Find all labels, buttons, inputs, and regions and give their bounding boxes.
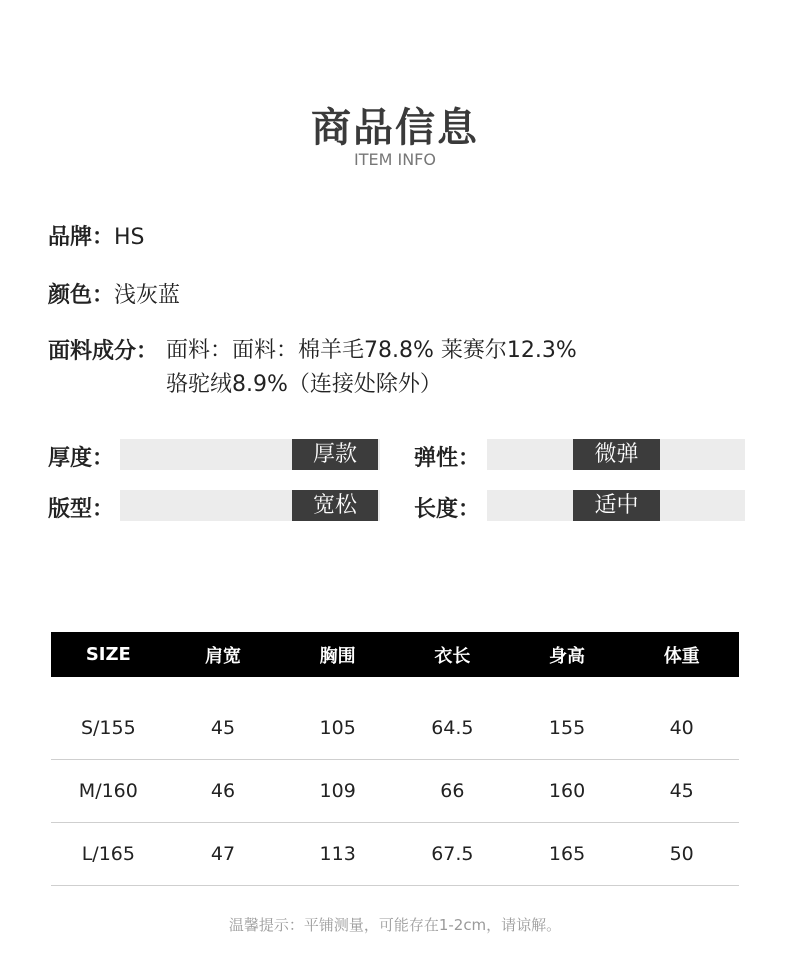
footnote: 温馨提示：平铺测量，可能存在1-2cm，请谅解。 — [228, 916, 562, 934]
table-cell: 67.5 — [431, 843, 474, 865]
header-cell: 衣长 — [434, 645, 471, 667]
table-cell: 64.5 — [431, 717, 474, 739]
composition-label: 面料成分： — [48, 339, 159, 364]
composition-line — [48, 334, 577, 402]
thickness-value: 厚款 — [292, 439, 378, 470]
color-line — [48, 278, 180, 309]
table-row — [51, 760, 739, 823]
table-cell: 113 — [319, 843, 356, 865]
header-cell: 胸围 — [319, 645, 356, 667]
fit-value: 宽松 — [292, 490, 378, 521]
composition-line-2: 骆驼绒8.9%（连接处除外） — [166, 372, 442, 397]
thickness-label: 厚度： — [48, 446, 115, 471]
length-value: 适中 — [573, 490, 660, 521]
elasticity-label: 弹性： — [414, 446, 481, 471]
composition-line-1: 面料：面料：棉羊毛78.8% 莱赛尔12.3% — [166, 338, 577, 363]
brand-line — [48, 220, 145, 251]
table-row — [51, 697, 739, 760]
table-cell: L/165 — [81, 843, 135, 865]
table-cell: 40 — [669, 717, 694, 739]
fit-label: 版型： — [48, 497, 115, 522]
header-cell: 肩宽 — [205, 645, 241, 667]
table-cell: 47 — [210, 843, 236, 865]
table-cell: S/155 — [80, 717, 136, 739]
length-label: 长度： — [414, 497, 481, 522]
brand-value: HS — [114, 225, 145, 250]
color-label: 颜色： — [48, 283, 115, 308]
table-cell: 109 — [319, 780, 356, 802]
table-cell: 165 — [548, 843, 586, 865]
table-cell: 45 — [210, 717, 236, 739]
table-cell: 46 — [210, 780, 236, 802]
composition-value — [166, 334, 577, 402]
color-value: 浅灰蓝 — [114, 283, 181, 308]
table-cell: 160 — [548, 780, 586, 802]
page-subtitle: ITEM INFO — [354, 150, 436, 169]
header-cell: 身高 — [549, 645, 586, 667]
size-table — [51, 632, 739, 886]
table-cell: 155 — [548, 717, 586, 739]
table-cell: 45 — [669, 780, 694, 802]
size-table-header — [51, 632, 739, 677]
table-cell: 105 — [319, 717, 356, 739]
header-cell: 体重 — [663, 645, 700, 667]
page-title: 商品信息 — [311, 105, 479, 151]
brand-label: 品牌： — [48, 225, 115, 250]
table-cell: M/160 — [78, 780, 138, 802]
table-row — [51, 823, 739, 886]
header-cell: SIZE — [85, 644, 131, 665]
table-cell: 50 — [669, 843, 694, 865]
elasticity-value: 微弹 — [573, 439, 660, 470]
table-cell: 66 — [440, 780, 465, 802]
